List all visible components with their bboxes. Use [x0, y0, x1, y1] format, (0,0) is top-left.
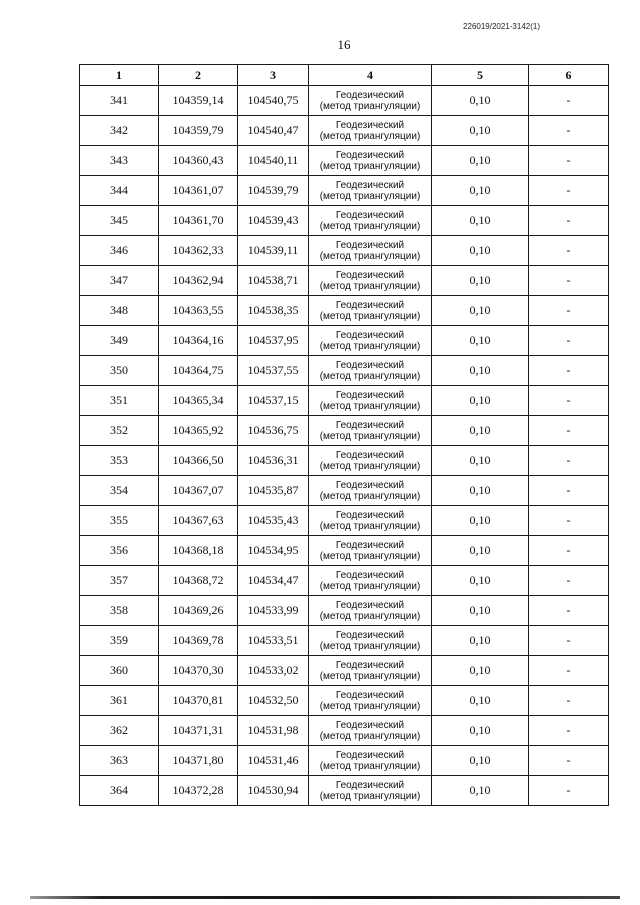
cell-y-coordinate: 104534,95 [238, 536, 309, 566]
cell-precision: 0,10 [432, 476, 529, 506]
method-line-1: Геодезический [335, 299, 405, 311]
page-number: 16 [337, 37, 351, 52]
method-line-2: (метод триангуляции) [319, 400, 421, 412]
cell-x-coordinate: 104362,33 [159, 236, 238, 266]
table-row [80, 296, 609, 326]
cell-y-coordinate: 104536,75 [238, 416, 309, 446]
cell-method [309, 716, 432, 746]
method-line-1: Геодезический [335, 599, 405, 611]
cell-point-number: 358 [80, 596, 159, 626]
cell-y-coordinate: 104535,87 [238, 476, 309, 506]
cell-y-coordinate: 104538,71 [238, 266, 309, 296]
table-row [80, 476, 609, 506]
cell-note: - [529, 296, 609, 326]
cell-note: - [529, 536, 609, 566]
method-line-2: (метод триангуляции) [319, 580, 421, 592]
cell-x-coordinate: 104364,75 [159, 356, 238, 386]
method-line-2: (метод триангуляции) [319, 160, 421, 172]
cell-note: - [529, 176, 609, 206]
cell-y-coordinate: 104532,50 [238, 686, 309, 716]
method-line-1: Геодезический [335, 509, 405, 521]
method-line-2: (метод триангуляции) [319, 610, 421, 622]
method-line-1: Геодезический [335, 329, 405, 341]
cell-note: - [529, 476, 609, 506]
cell-method [309, 86, 432, 116]
cell-y-coordinate: 104533,99 [238, 596, 309, 626]
cell-point-number: 352 [80, 416, 159, 446]
cell-method [309, 656, 432, 686]
cell-x-coordinate: 104363,55 [159, 296, 238, 326]
cell-x-coordinate: 104367,07 [159, 476, 238, 506]
coordinates-table [79, 64, 609, 806]
table-row [80, 506, 609, 536]
cell-precision: 0,10 [432, 416, 529, 446]
method-line-2: (метод триангуляции) [319, 190, 421, 202]
cell-precision: 0,10 [432, 656, 529, 686]
cell-note: - [529, 656, 609, 686]
table-row [80, 206, 609, 236]
cell-precision: 0,10 [432, 326, 529, 356]
table-row [80, 86, 609, 116]
cell-note: - [529, 386, 609, 416]
cell-precision: 0,10 [432, 176, 529, 206]
method-line-2: (метод триангуляции) [319, 790, 421, 802]
table-row [80, 746, 609, 776]
cell-precision: 0,10 [432, 206, 529, 236]
cell-note: - [529, 446, 609, 476]
cell-x-coordinate: 104364,16 [159, 326, 238, 356]
cell-precision: 0,10 [432, 686, 529, 716]
table-row [80, 626, 609, 656]
cell-method [309, 146, 432, 176]
cell-y-coordinate: 104533,51 [238, 626, 309, 656]
cell-method [309, 596, 432, 626]
table-body [80, 86, 609, 806]
cell-y-coordinate: 104534,47 [238, 566, 309, 596]
cell-point-number: 349 [80, 326, 159, 356]
cell-method [309, 176, 432, 206]
cell-precision: 0,10 [432, 356, 529, 386]
table-row [80, 446, 609, 476]
cell-x-coordinate: 104369,78 [159, 626, 238, 656]
method-line-1: Геодезический [335, 149, 405, 161]
method-line-1: Геодезический [335, 269, 405, 281]
cell-y-coordinate: 104540,75 [238, 86, 309, 116]
cell-method [309, 776, 432, 806]
header-col-6: 6 [529, 65, 609, 86]
method-line-2: (метод триангуляции) [319, 640, 421, 652]
cell-x-coordinate: 104371,80 [159, 746, 238, 776]
cell-point-number: 350 [80, 356, 159, 386]
method-line-2: (метод триангуляции) [319, 760, 421, 772]
cell-point-number: 348 [80, 296, 159, 326]
header-col-1: 1 [80, 65, 159, 86]
method-line-1: Геодезический [335, 389, 405, 401]
cell-precision: 0,10 [432, 146, 529, 176]
cell-point-number: 345 [80, 206, 159, 236]
cell-x-coordinate: 104368,18 [159, 536, 238, 566]
cell-y-coordinate: 104531,46 [238, 746, 309, 776]
cell-point-number: 357 [80, 566, 159, 596]
cell-x-coordinate: 104371,31 [159, 716, 238, 746]
cell-precision: 0,10 [432, 566, 529, 596]
cell-method [309, 356, 432, 386]
cell-precision: 0,10 [432, 776, 529, 806]
cell-point-number: 346 [80, 236, 159, 266]
cell-note: - [529, 356, 609, 386]
cell-method [309, 206, 432, 236]
cell-note: - [529, 86, 609, 116]
cell-method [309, 686, 432, 716]
cell-y-coordinate: 104539,11 [238, 236, 309, 266]
method-line-2: (метод триангуляции) [319, 520, 421, 532]
table-row [80, 386, 609, 416]
cell-y-coordinate: 104533,02 [238, 656, 309, 686]
cell-note: - [529, 326, 609, 356]
cell-point-number: 342 [80, 116, 159, 146]
cell-y-coordinate: 104539,79 [238, 176, 309, 206]
cell-x-coordinate: 104359,14 [159, 86, 238, 116]
cell-x-coordinate: 104368,72 [159, 566, 238, 596]
method-line-2: (метод триангуляции) [319, 460, 421, 472]
cell-y-coordinate: 104535,43 [238, 506, 309, 536]
method-line-1: Геодезический [335, 719, 405, 731]
method-line-1: Геодезический [335, 419, 405, 431]
cell-precision: 0,10 [432, 536, 529, 566]
cell-x-coordinate: 104372,28 [159, 776, 238, 806]
cell-precision: 0,10 [432, 596, 529, 626]
cell-method [309, 236, 432, 266]
cell-precision: 0,10 [432, 266, 529, 296]
cell-method [309, 746, 432, 776]
cell-method [309, 566, 432, 596]
cell-precision: 0,10 [432, 746, 529, 776]
cell-x-coordinate: 104359,79 [159, 116, 238, 146]
table-row [80, 326, 609, 356]
cell-y-coordinate: 104540,47 [238, 116, 309, 146]
cell-y-coordinate: 104540,11 [238, 146, 309, 176]
cell-precision: 0,10 [432, 386, 529, 416]
cell-precision: 0,10 [432, 86, 529, 116]
method-line-2: (метод триангуляции) [319, 220, 421, 232]
method-line-1: Геодезический [335, 359, 405, 371]
cell-note: - [529, 596, 609, 626]
method-line-2: (метод триангуляции) [319, 730, 421, 742]
cell-note: - [529, 746, 609, 776]
table-row [80, 236, 609, 266]
cell-y-coordinate: 104539,43 [238, 206, 309, 236]
method-line-1: Геодезический [335, 659, 405, 671]
cell-method [309, 506, 432, 536]
method-line-1: Геодезический [335, 449, 405, 461]
cell-note: - [529, 116, 609, 146]
cell-method [309, 626, 432, 656]
method-line-2: (метод триангуляции) [319, 430, 421, 442]
cell-note: - [529, 266, 609, 296]
cell-point-number: 361 [80, 686, 159, 716]
cell-point-number: 364 [80, 776, 159, 806]
cell-x-coordinate: 104362,94 [159, 266, 238, 296]
table-row [80, 566, 609, 596]
cell-point-number: 351 [80, 386, 159, 416]
table-row [80, 536, 609, 566]
cell-note: - [529, 416, 609, 446]
method-line-2: (метод триангуляции) [319, 250, 421, 262]
cell-point-number: 347 [80, 266, 159, 296]
cell-method [309, 476, 432, 506]
cell-note: - [529, 776, 609, 806]
cell-note: - [529, 716, 609, 746]
table-row [80, 716, 609, 746]
cell-note: - [529, 146, 609, 176]
table-row [80, 266, 609, 296]
cell-x-coordinate: 104361,70 [159, 206, 238, 236]
cell-precision: 0,10 [432, 296, 529, 326]
table-header-row [80, 65, 609, 86]
cell-y-coordinate: 104531,98 [238, 716, 309, 746]
cell-note: - [529, 626, 609, 656]
cell-method [309, 416, 432, 446]
cell-method [309, 446, 432, 476]
cell-method [309, 326, 432, 356]
cell-method [309, 266, 432, 296]
cell-precision: 0,10 [432, 506, 529, 536]
cell-x-coordinate: 104369,26 [159, 596, 238, 626]
cell-y-coordinate: 104537,55 [238, 356, 309, 386]
method-line-2: (метод триангуляции) [319, 100, 421, 112]
table-row [80, 776, 609, 806]
cell-note: - [529, 206, 609, 236]
cell-precision: 0,10 [432, 116, 529, 146]
cell-precision: 0,10 [432, 716, 529, 746]
cell-y-coordinate: 104536,31 [238, 446, 309, 476]
cell-point-number: 353 [80, 446, 159, 476]
method-line-1: Геодезический [335, 179, 405, 191]
method-line-1: Геодезический [335, 689, 405, 701]
method-line-2: (метод триангуляции) [319, 130, 421, 142]
table-row [80, 356, 609, 386]
cell-point-number: 344 [80, 176, 159, 206]
cell-x-coordinate: 104370,30 [159, 656, 238, 686]
cell-x-coordinate: 104370,81 [159, 686, 238, 716]
method-line-2: (метод триангуляции) [319, 550, 421, 562]
method-line-2: (метод триангуляции) [319, 490, 421, 502]
cell-precision: 0,10 [432, 446, 529, 476]
cell-x-coordinate: 104367,63 [159, 506, 238, 536]
table-row [80, 596, 609, 626]
cell-x-coordinate: 104366,50 [159, 446, 238, 476]
method-line-1: Геодезический [335, 239, 405, 251]
table-row [80, 146, 609, 176]
cell-x-coordinate: 104360,43 [159, 146, 238, 176]
cell-precision: 0,10 [432, 236, 529, 266]
cell-note: - [529, 236, 609, 266]
table-row [80, 656, 609, 686]
method-line-2: (метод триангуляции) [319, 700, 421, 712]
cell-method [309, 536, 432, 566]
cell-y-coordinate: 104537,15 [238, 386, 309, 416]
method-line-2: (метод триангуляции) [319, 310, 421, 322]
header-col-5: 5 [432, 65, 529, 86]
cell-y-coordinate: 104537,95 [238, 326, 309, 356]
method-line-2: (метод триангуляции) [319, 370, 421, 382]
cell-point-number: 359 [80, 626, 159, 656]
cell-note: - [529, 506, 609, 536]
cell-point-number: 341 [80, 86, 159, 116]
header-col-4: 4 [309, 65, 432, 86]
cell-y-coordinate: 104530,94 [238, 776, 309, 806]
method-line-1: Геодезический [335, 119, 405, 131]
cell-point-number: 343 [80, 146, 159, 176]
cell-x-coordinate: 104365,92 [159, 416, 238, 446]
method-line-1: Геодезический [335, 629, 405, 641]
method-line-2: (метод триангуляции) [319, 340, 421, 352]
cell-x-coordinate: 104361,07 [159, 176, 238, 206]
method-line-1: Геодезический [335, 539, 405, 551]
header-col-3: 3 [238, 65, 309, 86]
method-line-2: (метод триангуляции) [319, 670, 421, 682]
cell-note: - [529, 566, 609, 596]
method-line-1: Геодезический [335, 89, 405, 101]
bottom-scan-edge [30, 896, 620, 899]
header-col-2: 2 [159, 65, 238, 86]
table-row [80, 116, 609, 146]
cell-point-number: 363 [80, 746, 159, 776]
table-row [80, 416, 609, 446]
cell-y-coordinate: 104538,35 [238, 296, 309, 326]
cell-point-number: 355 [80, 506, 159, 536]
method-line-2: (метод триангуляции) [319, 280, 421, 292]
method-line-1: Геодезический [335, 569, 405, 581]
method-line-1: Геодезический [335, 479, 405, 491]
method-line-1: Геодезический [335, 779, 405, 791]
cell-point-number: 354 [80, 476, 159, 506]
document-id: 226019/2021-3142(1) [463, 22, 540, 31]
cell-method [309, 386, 432, 416]
cell-note: - [529, 686, 609, 716]
method-line-1: Геодезический [335, 209, 405, 221]
cell-method [309, 116, 432, 146]
cell-x-coordinate: 104365,34 [159, 386, 238, 416]
cell-method [309, 296, 432, 326]
cell-precision: 0,10 [432, 626, 529, 656]
cell-point-number: 360 [80, 656, 159, 686]
table-row [80, 686, 609, 716]
cell-point-number: 356 [80, 536, 159, 566]
cell-point-number: 362 [80, 716, 159, 746]
table-row [80, 176, 609, 206]
method-line-1: Геодезический [335, 749, 405, 761]
